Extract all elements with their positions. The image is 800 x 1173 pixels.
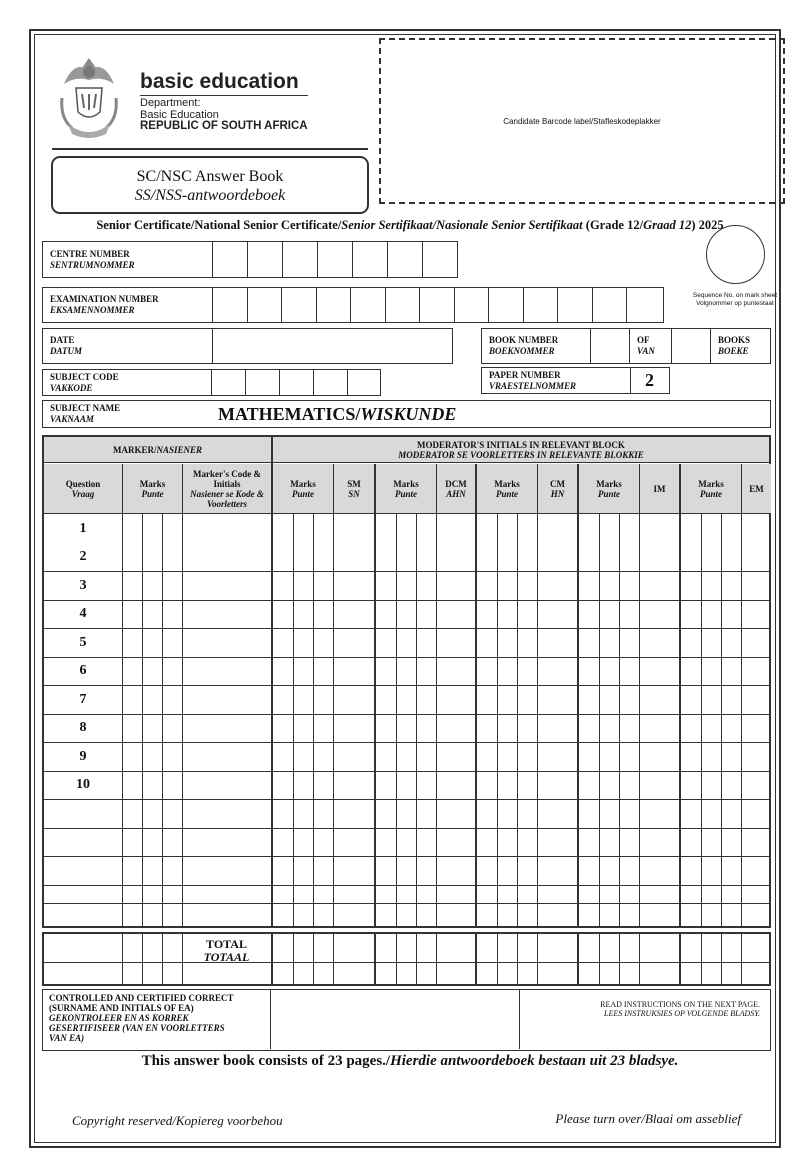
question-col-header [44,464,122,514]
digit-line [313,934,314,984]
marker-header-af: NASIENER [156,444,203,455]
row-line [44,799,769,800]
certified-line-1: CONTROLLED AND CERTIFIED CORRECT [49,993,234,1003]
col-line [333,934,334,984]
exam-cell[interactable] [454,288,489,322]
question-number: 5 [79,635,87,650]
sm-header-af: SN [348,488,360,499]
paper-number-field [481,367,670,394]
read-instructions-af: LEES INSTRUKSIES OP VOLGENDE BLADSY. [604,1009,760,1018]
subject-code-cell[interactable] [245,370,279,395]
subject-code-label-en: SUBJECT CODE [50,371,119,382]
page-count-en: This answer book consists of 23 pages./ [141,1053,391,1069]
centre-label-af: SENTRUMNOMMER [50,259,135,270]
books-label-af: BOEKE [718,346,749,356]
question-number: 1 [79,521,87,536]
cert-en: Senior Certificate/National Senior Certificate/ [96,218,342,232]
row-line [44,885,769,886]
page-count-af: Hierdie antwoordeboek bestaan uit 23 bladsye. [390,1053,679,1069]
date-field [42,328,453,364]
header-rule [52,148,368,150]
marks-header-en: Marks [139,478,166,489]
digit-line [293,934,294,984]
marks-header-en: Marks [494,478,520,489]
row-line [44,600,769,601]
digit-line [599,934,600,984]
subject-name-value [212,401,456,427]
centre-label-en: CENTRE NUMBER [50,248,130,259]
marker-header-en: MARKER/ [112,444,157,455]
digit-line [517,934,518,984]
total-books-input[interactable] [671,329,710,363]
im-header-text: IM [653,483,666,494]
certified-label [49,993,269,1043]
centre-cell[interactable] [352,242,387,277]
exam-cell[interactable] [212,288,247,322]
col-line [436,934,437,984]
marks-header-en: Marks [290,478,316,489]
sm-marks-header [273,464,333,514]
digit-line [497,514,498,926]
exam-cell[interactable] [488,288,523,322]
group-divider [679,934,681,984]
answer-book-title-af: SS/NSS-antwoordeboek [134,187,286,204]
em-header-text: EM [749,483,764,494]
digit-line [162,934,163,984]
digit-line [162,514,163,926]
question-header-af: Vraag [71,488,95,499]
centre-cell[interactable] [212,242,247,277]
sequence-note-af: Volgnommer op puntestaat [696,299,774,307]
subject-code-cell[interactable] [211,370,245,395]
marker-marks-header [123,464,182,514]
cm-header [538,464,577,514]
certificate-line [40,218,780,233]
subject-name-label [43,401,212,427]
marks-header-af: Punte [495,488,518,499]
answer-book-title-en: SC/NSC Answer Book [136,168,284,185]
subject-code-cells [211,370,380,395]
centre-number-cells [212,242,456,277]
date-label-en: DATE [50,335,75,345]
row-line [44,571,769,572]
dcm-header-af: AHN [446,488,466,499]
subject-code-field [42,369,381,396]
em-header [742,464,771,514]
examination-number-field [42,287,664,323]
marks-header-af: Punte [597,488,620,499]
group-divider [475,934,477,984]
marks-header-af: Punte [291,488,314,499]
group-divider [577,934,579,984]
sequence-note [680,292,790,307]
code-header-en: Marker's Code & Initials [193,468,261,489]
subject-code-label-af: VAKKODE [50,382,93,393]
col-line [182,934,183,984]
marks-header-af: Punte [394,488,417,499]
of-label-en: OF [637,335,650,345]
subject-name-af: WISKUNDE [360,403,457,424]
group-divider [374,934,376,984]
marker-code-header [183,464,271,514]
book-number-input[interactable] [590,329,629,363]
col-line [741,934,742,984]
dcm-header-en: DCM [445,478,467,489]
row-line [44,685,769,686]
brand-divider [140,95,308,96]
digit-line [701,934,702,984]
total-table [42,932,771,986]
exam-cell[interactable] [281,288,316,322]
turn-over-footer: Please turn over/Blaai om asseblief [555,1111,741,1126]
row-line [44,771,769,772]
subject-name-en: MATHEMATICS/ [218,403,361,424]
row-line [44,657,769,658]
centre-cell[interactable] [317,242,352,277]
read-instructions [520,1000,760,1018]
centre-cell[interactable] [247,242,282,277]
book-number-field [481,328,771,364]
question-number: 7 [79,692,87,707]
date-input[interactable] [212,329,452,363]
dept-line-2: Basic Education [140,108,219,121]
subject-code-label [43,370,211,395]
centre-cell[interactable] [282,242,317,277]
of-label [629,329,671,363]
copyright-footer: Copyright reserved/Kopiereg voorbehou [72,1113,283,1128]
total-label [184,938,269,964]
col-line [639,934,640,984]
marks-table [42,435,771,928]
department-block [140,98,308,133]
em-marks-header [681,464,741,514]
page-count-note [40,1053,780,1070]
question-number: 4 [79,606,87,621]
date-label-af: DATUM [50,346,83,356]
exam-label-af: EKSAMENNOMMER [50,305,135,315]
dcm-marks-header [376,464,436,514]
certified-line-4: GESERTIFISEER (VAN EN VOORLETTERS [49,1023,225,1033]
brand-name: basic education [140,70,299,93]
sequence-circle[interactable] [706,225,765,284]
of-label-af: VAN [637,346,655,356]
dept-line-3: REPUBLIC OF SOUTH AFRICA [140,120,308,132]
exam-cell[interactable] [626,288,660,322]
dcm-header [437,464,475,514]
book-label-en: BOOK NUMBER [489,335,559,345]
row-line [44,856,769,857]
row-line [44,742,769,743]
digit-line [416,514,417,926]
exam-number-cells [212,288,660,322]
centre-number-label [43,242,212,277]
cert-af: Senior Sertifikaat/Nasionale Senior Sertifikaat [341,218,583,232]
marker-header [44,437,271,463]
certified-line-5: VAN EA) [49,1033,85,1043]
cert-grade-a: (Grade 12/ [582,218,644,232]
question-number: 9 [79,749,87,764]
books-label [710,329,769,363]
exam-number-label [43,288,212,322]
row-line [44,903,769,904]
marks-header-en: Marks [698,478,724,489]
moderator-header [273,437,769,463]
subject-name-label-en: SUBJECT NAME [50,403,121,413]
certified-line-3: GEKONTROLEER EN AS KORREK [49,1013,189,1023]
total-label-en: TOTAL [206,937,247,951]
group-divider [271,934,273,984]
row-line [44,714,769,715]
date-label [43,329,212,363]
paper-label-af: VRAESTELNOMMER [489,380,577,391]
subject-code-cell[interactable] [347,370,380,395]
answer-book-title-box [51,156,369,214]
centre-cell[interactable] [387,242,422,277]
digit-line [701,514,702,926]
digit-line [396,514,397,926]
exam-cell[interactable] [247,288,282,322]
paper-number-value [630,368,668,393]
exam-cell[interactable] [557,288,592,322]
subject-code-cell[interactable] [279,370,313,395]
cm-header-en: CM [550,478,565,489]
exam-cell[interactable] [523,288,558,322]
digit-line [721,514,722,926]
barcode-label-text: Candidate Barcode label/Stafleskodeplakker [503,116,661,126]
subject-name-label-af: VAKNAAM [50,414,94,424]
centre-number-field [42,241,458,278]
sm-header [334,464,374,514]
total-row-line [44,962,769,963]
question-number: 6 [79,663,87,678]
row-line [44,628,769,629]
coat-of-arms-logo [54,54,124,140]
paper-number-text: 2 [645,370,654,390]
row-line [44,828,769,829]
digit-line [416,934,417,984]
question-number: 10 [76,777,90,792]
digit-line [517,514,518,926]
centre-cell[interactable] [422,242,456,277]
digit-line [313,514,314,926]
dept-line-1: Department: [140,97,201,109]
exam-cell[interactable] [350,288,385,322]
cert-grade-c: ) 2025 [691,218,724,232]
question-header-en: Question [65,478,101,489]
exam-cell[interactable] [316,288,351,322]
read-instructions-en: READ INSTRUCTIONS ON THE NEXT PAGE. [600,1000,760,1009]
paper-label-en: PAPER NUMBER [489,369,561,380]
subject-code-cell[interactable] [313,370,347,395]
digit-line [293,514,294,926]
moderator-header-af: MODERATOR SE VOORLETTERS IN RELEVANTE BLOKKIE [398,449,644,460]
cm-header-af: HN [550,488,565,499]
exam-cell[interactable] [419,288,454,322]
exam-cell[interactable] [385,288,420,322]
sm-header-en: SM [347,478,361,489]
group-divider [271,437,273,926]
marks-header-en: Marks [596,478,622,489]
exam-label-en: EXAMINATION NUMBER [50,294,159,304]
exam-cell[interactable] [592,288,627,322]
question-number: 3 [79,578,87,593]
marks-header-af: Punte [141,488,164,499]
certified-divider [519,990,520,1049]
certified-divider [270,990,271,1049]
subject-name-field [42,400,771,428]
cert-grade-b: Graad 12 [643,218,692,232]
moderator-header-en: MODERATOR'S INITIALS IN RELEVANT BLOCK [417,439,625,450]
code-header-af: Nasiener se Kode & Voorletters [190,488,264,509]
digit-line [142,934,143,984]
digit-line [619,514,620,926]
sequence-note-en: Sequence No. on mark sheet [692,292,778,299]
books-label-en: BOOKS [718,335,751,345]
paper-number-label [482,368,630,393]
digit-line [497,934,498,984]
marks-header-af: Punte [699,488,722,499]
question-number: 8 [79,720,87,735]
digit-line [599,514,600,926]
cm-marks-header [477,464,537,514]
marks-header-en: Marks [393,478,419,489]
digit-line [142,514,143,926]
digit-line [721,934,722,984]
im-marks-header [579,464,639,514]
book-number-label [482,329,590,363]
total-label-af: TOTAAL [203,950,250,964]
im-header [640,464,679,514]
digit-line [619,934,620,984]
book-label-af: BOEKNOMMER [489,346,555,356]
digit-line [396,934,397,984]
question-number: 2 [79,549,87,564]
col-line [122,934,123,984]
col-line [537,934,538,984]
certified-line-2: (SURNAME AND INITIALS OF EA) [49,1003,194,1013]
barcode-label-area [379,38,785,204]
